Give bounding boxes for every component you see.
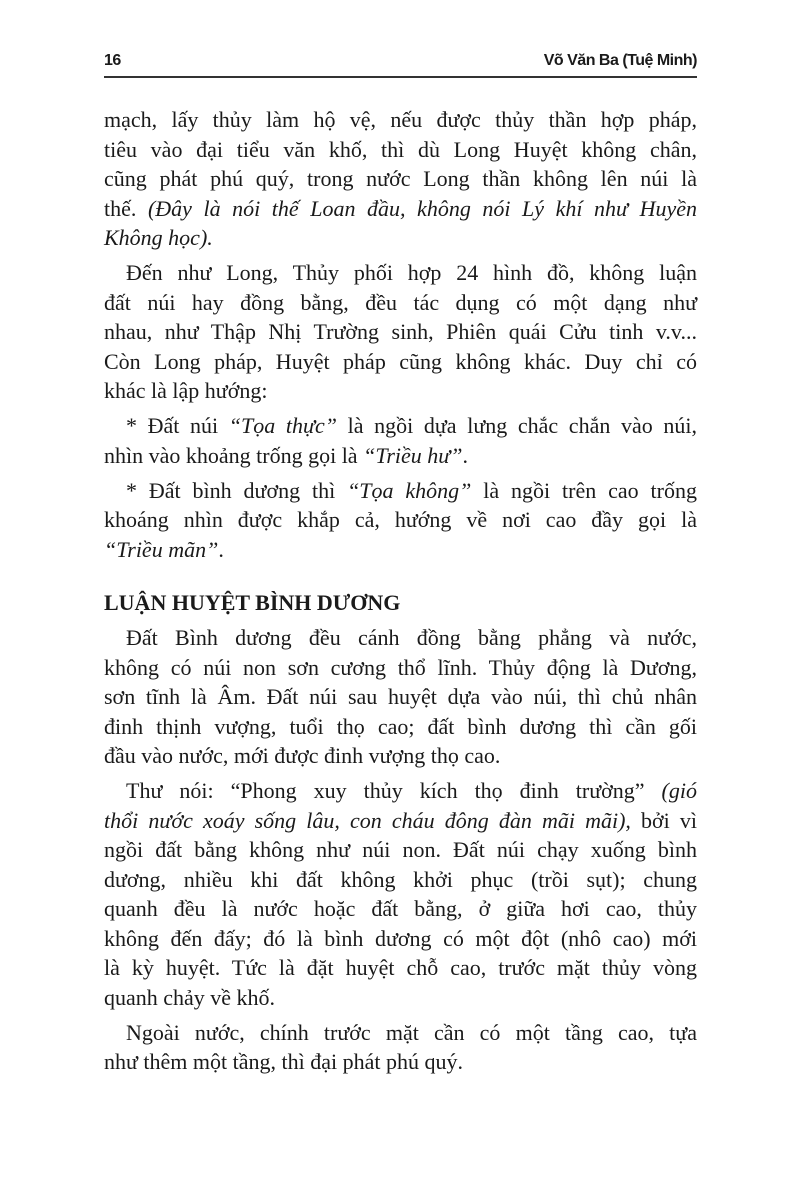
text-segment: Thư nói: “Phong xuy thủy kích thọ đinh trường” <box>126 778 662 803</box>
running-header-author: Võ Văn Ba (Tuệ Minh) <box>543 52 697 69</box>
text-segment: nhìn vào khoảng trống gọi là <box>104 442 364 468</box>
text-segment: là ngồi trên cao trống <box>471 477 697 503</box>
text-segment: tiêu vào đại tiểu văn khố, thì dù Long Huyệt không chân, <box>104 136 697 162</box>
text-line <box>104 441 697 471</box>
text-line <box>104 223 697 253</box>
text-line <box>104 164 697 194</box>
text-line <box>104 535 697 565</box>
text-segment: bởi vì <box>630 807 698 833</box>
italic-text: “Tọa không” <box>347 477 472 503</box>
text-line <box>104 653 697 683</box>
text-line <box>104 258 697 288</box>
running-header <box>104 48 697 78</box>
italic-text: Không học). <box>104 225 213 250</box>
section-heading: LUẬN HUYỆT BÌNH DƯƠNG <box>104 590 401 615</box>
text-line <box>104 1018 697 1048</box>
text-segment: quanh chảy về khố. <box>104 984 276 1010</box>
paragraph <box>104 476 697 565</box>
italic-text: “Tọa thực” <box>228 413 337 438</box>
text-line <box>104 1047 697 1077</box>
text-line <box>104 894 697 924</box>
text-segment: mạch, lấy thủy làm hộ vệ, nếu được thủy thần hợp pháp, <box>104 107 697 132</box>
text-segment: Còn Long pháp, Huyệt pháp cũng không khác. Duy chỉ có <box>104 348 697 374</box>
paragraph <box>104 411 697 470</box>
text-segment: không đến đấy; đó là bình dương có một đột (nhô cao) mới <box>104 925 697 951</box>
text-segment: cũng phát phú quý, trong nước Long thần không lên núi là <box>104 166 697 191</box>
text-line <box>104 288 697 318</box>
text-segment: không có núi non sơn cương thổ lĩnh. Thủy động là Dương, <box>104 654 697 680</box>
text-segment: khoáng nhìn được khắp cả, hướng về nơi cao đầy gọi là <box>104 507 697 532</box>
italic-text: “Triều mãn” <box>104 536 219 562</box>
text-segment: nhau, như Thập Nhị Trường sinh, Phiên quái Cửu tinh v.v... <box>104 319 697 344</box>
text-segment: Đất Bình dương đều cánh đồng bằng phẳng và nước, <box>126 625 697 650</box>
text-segment: là kỳ huyệt. Tức là đặt huyệt chỗ cao, trước mặt thủy vòng <box>104 955 697 980</box>
text-line <box>104 682 697 712</box>
text-segment: * Đất bình dương thì <box>126 477 348 503</box>
text-line <box>104 376 697 406</box>
page-number: 16 <box>104 52 121 69</box>
text-segment: sơn tĩnh là Âm. Đất núi sau huyệt dựa vào núi, thì chủ nhân <box>104 684 697 709</box>
paragraph <box>104 776 697 1012</box>
text-line <box>104 135 697 165</box>
text-line <box>104 505 697 535</box>
italic-text: (Đây là nói thế Loan đầu, không nói Lý khí như Huyền <box>147 195 697 221</box>
text-line <box>104 411 697 441</box>
text-line <box>104 347 697 377</box>
text-line <box>104 983 697 1013</box>
text-line <box>104 865 697 895</box>
text-line <box>104 476 697 506</box>
page-body <box>104 105 697 1077</box>
text-line <box>104 741 697 771</box>
text-line <box>104 623 697 653</box>
text-segment: Ngoài nước, chính trước mặt cần có một tầng cao, tựa <box>126 1019 697 1045</box>
text-segment: quanh đều là nước hoặc đất bằng, ở giữa hơi cao, thủy <box>104 896 697 921</box>
text-segment: là ngồi dựa lưng chắc chắn vào núi, <box>337 413 697 438</box>
italic-text: (gió <box>661 778 697 803</box>
text-segment: đầu vào nước, mới được đinh vượng thọ cao. <box>104 743 501 768</box>
italic-text: “Triều hư” <box>363 442 463 468</box>
text-segment: đất núi hay đồng bằng, đều tác dụng có một dạng như <box>104 289 697 315</box>
text-segment: Đến như Long, Thủy phối hợp 24 hình đồ, không luận <box>126 260 697 285</box>
text-segment: như thêm một tầng, thì đại phát phú quý. <box>104 1049 463 1074</box>
text-segment: * Đất núi <box>126 413 229 438</box>
text-segment: khác là lập hướng: <box>104 378 268 403</box>
italic-text: thổi nước xoáy sống lâu, con cháu đông đàn mãi mãi), <box>104 807 631 833</box>
text-segment: thế. <box>104 195 148 221</box>
text-line <box>104 776 697 806</box>
paragraph <box>104 105 697 253</box>
paragraph <box>104 258 697 406</box>
text-line <box>104 105 697 135</box>
text-segment: ngồi đất bằng không như núi non. Đất núi chạy xuống bình <box>104 837 697 862</box>
paragraph <box>104 623 697 771</box>
text-line <box>104 835 697 865</box>
text-line <box>104 317 697 347</box>
text-segment: . <box>218 536 224 562</box>
text-line <box>104 953 697 983</box>
text-line <box>104 712 697 742</box>
text-segment: . <box>462 442 469 468</box>
text-line <box>104 806 697 836</box>
text-segment: đinh thịnh vượng, tuổi thọ cao; đất bình dương thì cần gối <box>104 713 697 739</box>
text-line <box>104 924 697 954</box>
paragraph <box>104 1018 697 1077</box>
text-line <box>104 194 697 224</box>
text-segment: dương, nhiều khi đất không khởi phục (trồi sụt); chung <box>104 866 697 892</box>
